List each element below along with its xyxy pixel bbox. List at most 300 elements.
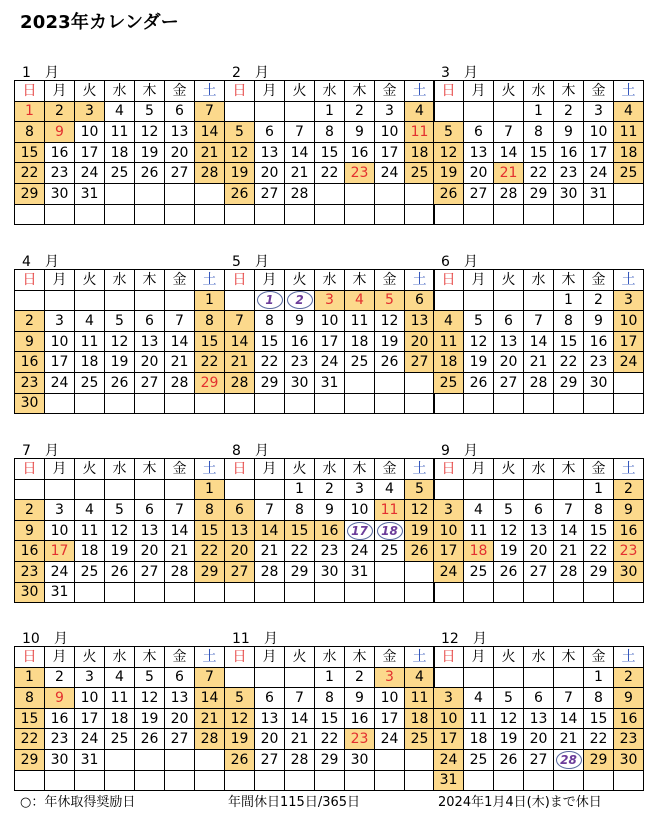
weekday-header: 月	[464, 459, 494, 480]
empty-cell	[524, 290, 554, 311]
weekday-header: 月	[255, 270, 285, 291]
day-cell: 3	[434, 688, 464, 709]
day-cell: 10	[614, 311, 644, 332]
month-label: 6 月	[441, 254, 478, 270]
day-cell: 15	[584, 520, 614, 541]
day-cell: 10	[434, 708, 464, 729]
day-cell: 25	[375, 541, 405, 562]
weekday-header: 土	[614, 81, 644, 102]
weekday-header: 日	[225, 459, 255, 480]
weekday-header: 火	[75, 81, 105, 102]
day-cell: 27	[255, 183, 285, 204]
day-cell: 9	[15, 520, 45, 541]
day-cell: 14	[554, 708, 584, 729]
day-cell: 5	[135, 667, 165, 688]
empty-cell	[285, 770, 315, 791]
empty-cell	[315, 770, 345, 791]
day-cell: 26	[375, 352, 405, 373]
day-cell: 15	[15, 142, 45, 163]
empty-cell	[554, 204, 584, 225]
month-label: 3 月	[441, 65, 478, 81]
month-calendar	[14, 443, 219, 603]
day-cell: 30	[554, 183, 584, 204]
day-cell: 29	[315, 749, 345, 770]
day-cell: 12	[494, 520, 524, 541]
day-cell: 18	[105, 708, 135, 729]
day-cell: 6	[524, 500, 554, 521]
day-cell: 13	[165, 688, 195, 709]
day-cell: 11	[105, 688, 135, 709]
empty-cell	[135, 290, 165, 311]
day-cell: 11	[405, 688, 435, 709]
day-cell: 8	[15, 122, 45, 143]
month-table	[433, 646, 644, 791]
day-cell: 18	[434, 352, 464, 373]
empty-cell	[614, 770, 644, 791]
day-cell: 14	[285, 708, 315, 729]
empty-cell	[105, 582, 135, 603]
day-cell: 25	[345, 352, 375, 373]
empty-cell	[255, 101, 285, 122]
day-cell: 23	[345, 729, 375, 750]
month-table	[433, 269, 644, 414]
empty-cell	[195, 183, 225, 204]
day-cell: 31	[584, 183, 614, 204]
empty-cell	[135, 582, 165, 603]
day-cell: 11	[405, 122, 435, 143]
empty-cell	[405, 393, 435, 414]
day-cell: 4	[105, 667, 135, 688]
day-cell: 6	[494, 311, 524, 332]
day-cell: 11	[375, 500, 405, 521]
day-cell: 23	[45, 729, 75, 750]
weekday-header: 木	[345, 459, 375, 480]
weekday-header: 金	[584, 459, 614, 480]
day-cell: 10	[375, 122, 405, 143]
weekday-header: 金	[375, 459, 405, 480]
empty-cell	[464, 479, 494, 500]
weekday-header: 木	[554, 647, 584, 668]
day-cell: 21	[494, 163, 524, 184]
day-cell: 20	[524, 541, 554, 562]
day-cell: 6	[464, 122, 494, 143]
day-cell: 7	[554, 688, 584, 709]
empty-cell	[345, 393, 375, 414]
month-table	[224, 269, 435, 414]
month-label: 5 月	[232, 254, 269, 270]
empty-cell	[345, 372, 375, 393]
empty-cell	[375, 749, 405, 770]
month-table	[224, 458, 435, 603]
day-cell: 11	[345, 311, 375, 332]
day-cell: 29	[15, 183, 45, 204]
day-cell: 22	[584, 729, 614, 750]
weekday-header: 月	[464, 270, 494, 291]
day-cell: 15	[15, 708, 45, 729]
weekday-header: 金	[165, 81, 195, 102]
day-cell: 11	[434, 331, 464, 352]
day-cell: 18	[75, 352, 105, 373]
day-cell: 2	[345, 667, 375, 688]
day-cell: 11	[464, 708, 494, 729]
day-cell: 24	[345, 541, 375, 562]
day-cell: 26	[135, 729, 165, 750]
day-cell: 7	[524, 311, 554, 332]
day-cell: 2	[614, 479, 644, 500]
day-cell: 17	[75, 142, 105, 163]
empty-cell	[614, 204, 644, 225]
day-cell: 15	[315, 708, 345, 729]
empty-cell	[195, 204, 225, 225]
empty-cell	[225, 479, 255, 500]
empty-cell	[584, 582, 614, 603]
day-cell	[554, 749, 584, 770]
day-cell: 22	[524, 163, 554, 184]
day-cell: 17	[614, 331, 644, 352]
weekday-header: 火	[285, 459, 315, 480]
day-cell: 26	[105, 372, 135, 393]
day-cell: 7	[494, 122, 524, 143]
month-table	[14, 458, 225, 603]
empty-cell	[165, 204, 195, 225]
day-cell: 3	[614, 290, 644, 311]
recommended-leave-marker: 1	[257, 291, 283, 309]
day-cell: 17	[45, 352, 75, 373]
empty-cell	[375, 204, 405, 225]
day-cell: 5	[105, 500, 135, 521]
empty-cell	[135, 393, 165, 414]
day-cell: 2	[45, 667, 75, 688]
day-cell: 7	[165, 500, 195, 521]
day-cell: 13	[405, 311, 435, 332]
day-cell: 31	[75, 749, 105, 770]
day-cell: 2	[614, 667, 644, 688]
day-cell: 19	[225, 163, 255, 184]
day-cell: 18	[614, 142, 644, 163]
weekday-header: 金	[165, 459, 195, 480]
weekday-header: 木	[135, 459, 165, 480]
empty-cell	[165, 290, 195, 311]
day-cell: 21	[195, 708, 225, 729]
day-cell: 13	[135, 331, 165, 352]
weekday-header: 日	[15, 270, 45, 291]
day-cell: 19	[405, 520, 435, 541]
day-cell: 21	[554, 541, 584, 562]
day-cell: 19	[434, 163, 464, 184]
empty-cell	[135, 204, 165, 225]
day-cell: 2	[15, 311, 45, 332]
empty-cell	[345, 582, 375, 603]
day-cell: 28	[554, 561, 584, 582]
day-cell: 22	[285, 541, 315, 562]
weekday-header: 月	[464, 81, 494, 102]
day-cell: 26	[494, 749, 524, 770]
day-cell	[285, 290, 315, 311]
day-cell: 30	[15, 393, 45, 414]
month-calendar	[224, 631, 429, 791]
empty-cell	[45, 204, 75, 225]
day-cell: 6	[165, 101, 195, 122]
day-cell: 3	[345, 479, 375, 500]
day-cell: 26	[434, 183, 464, 204]
day-cell: 13	[255, 708, 285, 729]
day-cell: 3	[45, 500, 75, 521]
day-cell: 22	[195, 541, 225, 562]
day-cell: 7	[285, 122, 315, 143]
day-cell: 6	[255, 122, 285, 143]
day-cell: 30	[45, 183, 75, 204]
day-cell: 9	[345, 688, 375, 709]
month-calendar	[14, 631, 219, 791]
weekday-header: 木	[135, 81, 165, 102]
day-cell: 8	[255, 311, 285, 332]
empty-cell	[375, 372, 405, 393]
day-cell: 1	[315, 101, 345, 122]
day-cell: 14	[524, 331, 554, 352]
day-cell: 29	[15, 749, 45, 770]
day-cell: 23	[554, 163, 584, 184]
empty-cell	[75, 582, 105, 603]
day-cell: 28	[494, 183, 524, 204]
weekday-header: 金	[375, 647, 405, 668]
day-cell: 24	[45, 372, 75, 393]
day-cell: 7	[195, 667, 225, 688]
day-cell: 11	[105, 122, 135, 143]
empty-cell	[375, 582, 405, 603]
weekday-header: 月	[45, 81, 75, 102]
day-cell: 27	[165, 729, 195, 750]
empty-cell	[225, 770, 255, 791]
day-cell: 19	[225, 729, 255, 750]
day-cell: 17	[375, 142, 405, 163]
day-cell: 12	[464, 331, 494, 352]
weekday-header: 火	[494, 647, 524, 668]
day-cell: 13	[464, 142, 494, 163]
day-cell: 22	[255, 352, 285, 373]
day-cell: 20	[135, 541, 165, 562]
weekday-header: 日	[15, 81, 45, 102]
day-cell: 16	[15, 352, 45, 373]
day-cell: 9	[45, 688, 75, 709]
recommended-leave-marker: 2	[287, 291, 313, 309]
day-cell: 3	[315, 290, 345, 311]
empty-cell	[375, 561, 405, 582]
empty-cell	[524, 770, 554, 791]
weekday-header: 火	[75, 647, 105, 668]
weekday-header: 土	[195, 270, 225, 291]
day-cell: 1	[554, 290, 584, 311]
day-cell: 27	[524, 561, 554, 582]
day-cell: 1	[285, 479, 315, 500]
day-cell: 1	[584, 667, 614, 688]
day-cell: 19	[494, 541, 524, 562]
empty-cell	[225, 204, 255, 225]
day-cell: 10	[584, 122, 614, 143]
empty-cell	[105, 749, 135, 770]
day-cell: 4	[614, 101, 644, 122]
day-cell: 6	[135, 311, 165, 332]
day-cell: 21	[225, 352, 255, 373]
weekday-header: 金	[165, 647, 195, 668]
weekday-header: 火	[75, 270, 105, 291]
weekday-header: 土	[614, 647, 644, 668]
empty-cell	[405, 561, 435, 582]
day-cell: 5	[464, 311, 494, 332]
weekday-header: 火	[494, 459, 524, 480]
day-cell: 8	[315, 688, 345, 709]
weekday-header: 日	[225, 270, 255, 291]
day-cell: 21	[165, 352, 195, 373]
day-cell: 18	[345, 331, 375, 352]
month-table	[14, 269, 225, 414]
day-cell: 7	[554, 500, 584, 521]
day-cell: 20	[165, 708, 195, 729]
day-cell: 24	[75, 729, 105, 750]
weekday-header: 金	[584, 647, 614, 668]
weekday-header: 水	[524, 459, 554, 480]
weekday-header: 水	[105, 81, 135, 102]
day-cell: 30	[584, 372, 614, 393]
empty-cell	[105, 479, 135, 500]
day-cell: 5	[375, 290, 405, 311]
empty-cell	[255, 770, 285, 791]
empty-cell	[75, 479, 105, 500]
empty-cell	[375, 770, 405, 791]
day-cell: 30	[345, 749, 375, 770]
empty-cell	[464, 667, 494, 688]
empty-cell	[315, 393, 345, 414]
day-cell: 28	[195, 729, 225, 750]
day-cell: 16	[584, 331, 614, 352]
day-cell: 3	[45, 311, 75, 332]
weekday-header: 土	[614, 270, 644, 291]
day-cell: 29	[195, 561, 225, 582]
day-cell: 20	[494, 352, 524, 373]
weekday-header: 水	[315, 459, 345, 480]
day-cell: 16	[554, 142, 584, 163]
day-cell: 16	[285, 331, 315, 352]
empty-cell	[494, 479, 524, 500]
day-cell: 6	[135, 500, 165, 521]
weekday-header: 水	[524, 270, 554, 291]
day-cell: 23	[584, 352, 614, 373]
empty-cell	[15, 290, 45, 311]
empty-cell	[405, 204, 435, 225]
day-cell: 31	[345, 561, 375, 582]
day-cell: 12	[135, 122, 165, 143]
day-cell: 7	[165, 311, 195, 332]
day-cell: 11	[464, 520, 494, 541]
weekday-header: 金	[375, 81, 405, 102]
day-cell: 28	[255, 561, 285, 582]
day-cell: 12	[105, 520, 135, 541]
day-cell: 24	[75, 163, 105, 184]
weekday-header: 月	[255, 647, 285, 668]
weekday-header: 木	[345, 270, 375, 291]
empty-cell	[405, 183, 435, 204]
month-calendar	[433, 254, 638, 414]
day-cell: 22	[15, 163, 45, 184]
empty-cell	[45, 393, 75, 414]
day-cell: 15	[195, 331, 225, 352]
day-cell: 19	[105, 541, 135, 562]
day-cell: 19	[494, 729, 524, 750]
empty-cell	[135, 183, 165, 204]
day-cell: 14	[195, 122, 225, 143]
empty-cell	[554, 582, 584, 603]
empty-cell	[255, 204, 285, 225]
day-cell: 8	[15, 688, 45, 709]
day-cell: 29	[524, 183, 554, 204]
day-cell: 16	[345, 142, 375, 163]
day-cell: 16	[15, 541, 45, 562]
empty-cell	[165, 183, 195, 204]
empty-cell	[225, 290, 255, 311]
day-cell: 16	[614, 708, 644, 729]
day-cell: 22	[315, 163, 345, 184]
empty-cell	[584, 204, 614, 225]
empty-cell	[165, 582, 195, 603]
day-cell: 5	[225, 688, 255, 709]
empty-cell	[494, 204, 524, 225]
empty-cell	[434, 290, 464, 311]
month-calendar	[433, 443, 638, 603]
empty-cell	[195, 582, 225, 603]
day-cell: 5	[434, 122, 464, 143]
day-cell: 19	[135, 708, 165, 729]
day-cell: 19	[375, 331, 405, 352]
day-cell: 25	[405, 729, 435, 750]
day-cell: 4	[75, 500, 105, 521]
day-cell: 14	[255, 520, 285, 541]
day-cell: 26	[225, 749, 255, 770]
day-cell: 26	[405, 541, 435, 562]
day-cell: 22	[554, 352, 584, 373]
empty-cell	[75, 770, 105, 791]
month-calendar	[433, 631, 638, 791]
day-cell: 12	[225, 142, 255, 163]
day-cell: 27	[524, 749, 554, 770]
day-cell: 19	[464, 352, 494, 373]
day-cell: 13	[524, 708, 554, 729]
month-label: 7 月	[22, 443, 59, 459]
weekday-header: 木	[345, 81, 375, 102]
day-cell: 1	[524, 101, 554, 122]
day-cell: 2	[584, 290, 614, 311]
day-cell: 28	[225, 372, 255, 393]
empty-cell	[554, 770, 584, 791]
empty-cell	[105, 183, 135, 204]
day-cell: 7	[195, 101, 225, 122]
empty-cell	[434, 667, 464, 688]
empty-cell	[165, 749, 195, 770]
empty-cell	[434, 582, 464, 603]
empty-cell	[494, 393, 524, 414]
day-cell: 11	[75, 520, 105, 541]
empty-cell	[614, 372, 644, 393]
day-cell: 26	[105, 561, 135, 582]
day-cell: 13	[225, 520, 255, 541]
day-cell: 16	[45, 142, 75, 163]
day-cell: 9	[345, 122, 375, 143]
empty-cell	[105, 290, 135, 311]
empty-cell	[345, 183, 375, 204]
day-cell: 22	[584, 541, 614, 562]
empty-cell	[15, 479, 45, 500]
day-cell: 18	[105, 142, 135, 163]
day-cell: 9	[614, 500, 644, 521]
day-cell: 12	[105, 331, 135, 352]
